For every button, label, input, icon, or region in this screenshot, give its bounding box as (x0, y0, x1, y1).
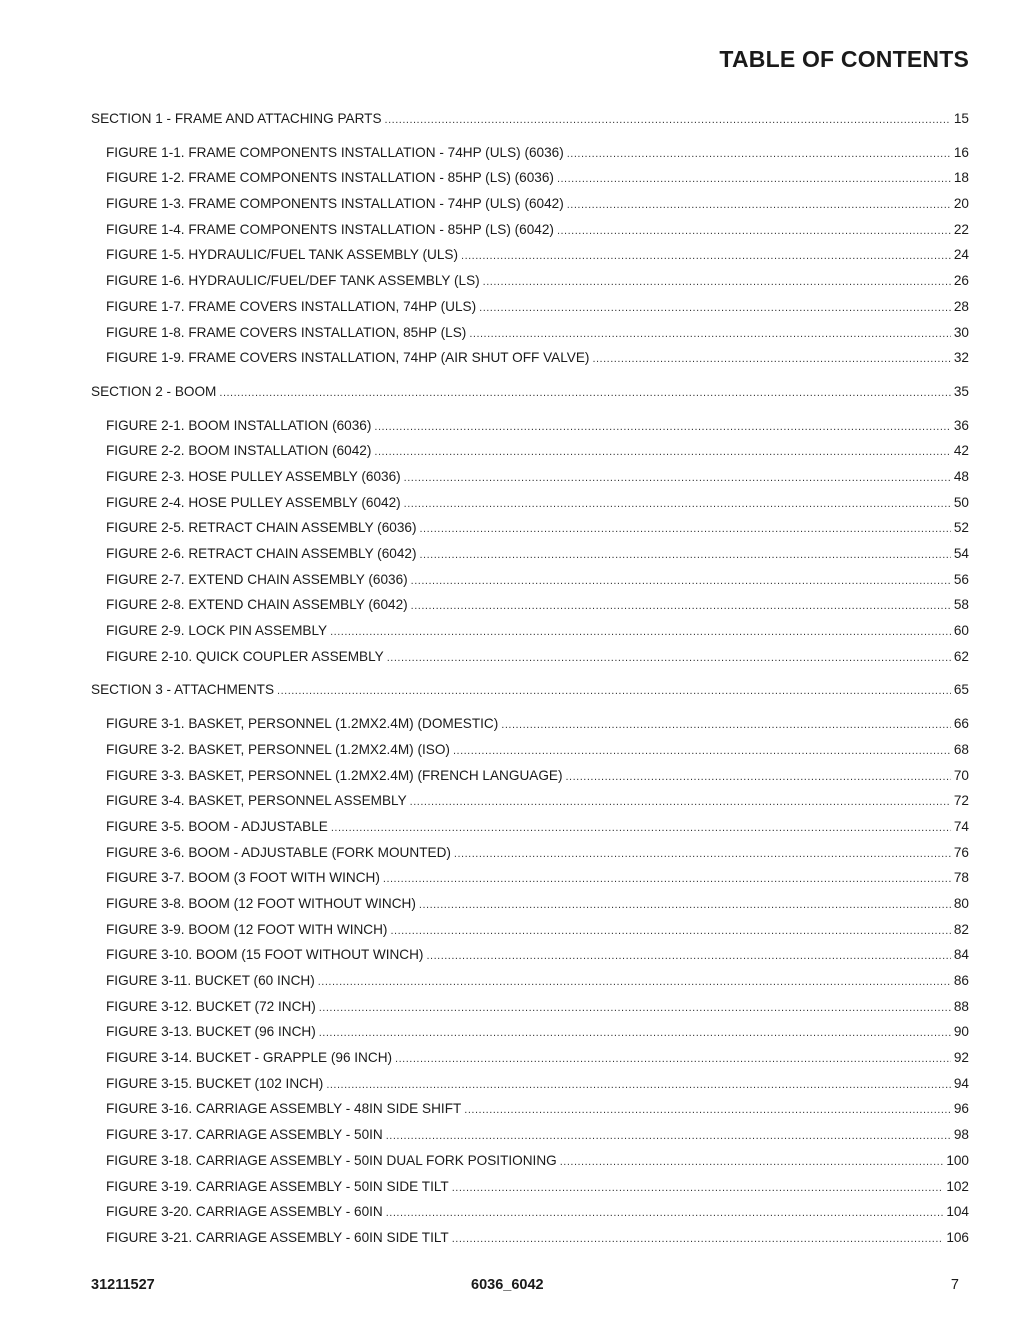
toc-figure-entry[interactable] (91, 567, 969, 593)
figure-page-number: 50 (953, 494, 969, 510)
dot-leader (411, 594, 951, 620)
dot-leader (387, 646, 951, 672)
toc-figure-entry[interactable] (91, 942, 969, 968)
figure-label: FIGURE 3-16. CARRIAGE ASSEMBLY - 48IN SIDE SHIFT (106, 1101, 462, 1117)
dot-leader (426, 944, 950, 970)
dot-leader (479, 296, 951, 322)
figure-page-number: 62 (953, 648, 969, 664)
dot-leader (592, 347, 950, 373)
figure-page-number: 88 (953, 998, 969, 1014)
figure-label: FIGURE 1-1. FRAME COMPONENTS INSTALLATION - 74HP (ULS) (6036) (106, 144, 564, 160)
toc-figure-entry[interactable] (91, 1174, 969, 1200)
dot-leader (404, 466, 951, 492)
figure-page-number: 98 (953, 1127, 969, 1143)
figure-label: FIGURE 2-9. LOCK PIN ASSEMBLY (106, 623, 328, 639)
toc-figure-entry[interactable] (91, 1096, 969, 1122)
dot-leader (404, 492, 951, 518)
figure-label: FIGURE 3-18. CARRIAGE ASSEMBLY - 50IN DUAL FORK POSITIONING (106, 1152, 557, 1168)
toc-figure-entry[interactable] (91, 1019, 969, 1045)
figure-page-number: 74 (953, 818, 969, 834)
dot-leader (374, 415, 950, 441)
toc-figure-entry[interactable] (91, 320, 969, 346)
figure-page-number: 26 (953, 273, 969, 289)
toc-figure-entry[interactable] (91, 242, 969, 268)
figure-label: FIGURE 2-3. HOSE PULLEY ASSEMBLY (6036) (106, 468, 401, 484)
figure-page-number: 60 (953, 623, 969, 639)
figure-page-number: 24 (953, 247, 969, 263)
toc-figure-entry[interactable] (91, 618, 969, 644)
figure-label: FIGURE 3-19. CARRIAGE ASSEMBLY - 50IN SIDE TILT (106, 1178, 449, 1194)
figure-label: FIGURE 3-11. BUCKET (60 INCH) (106, 973, 315, 988)
figure-page-number: 96 (953, 1101, 969, 1117)
figure-label: FIGURE 3-7. BOOM (3 FOOT WITH WINCH) (106, 870, 380, 886)
page-footer (91, 1277, 969, 1297)
dot-leader (557, 219, 951, 245)
figure-page-number: 86 (953, 973, 969, 988)
page-title: TABLE OF CONTENTS (719, 46, 969, 72)
toc-figure-entry[interactable] (91, 1148, 969, 1174)
toc-figure-entry[interactable] (91, 1071, 969, 1097)
figure-page-number: 84 (953, 947, 969, 963)
dot-leader (386, 1201, 944, 1227)
dot-leader (452, 1227, 944, 1253)
figure-page-number: 54 (953, 546, 969, 561)
figure-label: FIGURE 3-14. BUCKET - GRAPPLE (96 INCH) (106, 1050, 393, 1066)
toc-figure-entry[interactable] (91, 968, 969, 994)
figure-label: FIGURE 3-3. BASKET, PERSONNEL (1.2MX2.4M) (FRENCH LANGUAGE) (106, 767, 563, 783)
toc-figure-entry[interactable] (91, 917, 969, 943)
toc-figure-entry[interactable] (91, 737, 969, 763)
figure-page-number: 42 (953, 443, 969, 459)
figure-page-number: 100 (946, 1152, 969, 1168)
section-label: SECTION 1 - FRAME AND ATTACHING PARTS (91, 111, 382, 126)
toc-section-block (91, 379, 969, 670)
toc-figure-entry[interactable] (91, 1122, 969, 1148)
dot-leader (395, 1047, 951, 1073)
dot-leader (386, 1124, 951, 1150)
dot-leader (410, 790, 951, 816)
dot-leader (419, 893, 951, 919)
dot-leader (567, 193, 951, 219)
figure-label: FIGURE 3-17. CARRIAGE ASSEMBLY - 50IN (106, 1127, 383, 1143)
figure-page-number: 56 (953, 571, 969, 587)
dot-leader (326, 1073, 951, 1099)
figure-page-number: 90 (953, 1024, 969, 1040)
figure-label: FIGURE 1-4. FRAME COMPONENTS INSTALLATION - 85HP (LS) (6042) (106, 221, 554, 237)
toc-figure-entry[interactable] (91, 140, 969, 166)
figure-label: FIGURE 1-6. HYDRAULIC/FUEL/DEF TANK ASSEMBLY (LS) (106, 273, 480, 289)
toc-section-entry[interactable] (91, 106, 969, 132)
figure-page-number: 36 (953, 417, 969, 433)
figure-page-number: 82 (953, 921, 969, 937)
figure-label: FIGURE 3-13. BUCKET (96 INCH) (106, 1024, 316, 1040)
section-page-number: 65 (953, 682, 969, 698)
toc-figure-entry[interactable] (91, 711, 969, 737)
dot-leader (419, 517, 950, 543)
figure-label: FIGURE 3-12. BUCKET (72 INCH) (106, 998, 316, 1014)
figure-page-number: 52 (953, 520, 969, 536)
figure-label: FIGURE 3-15. BUCKET (102 INCH) (106, 1075, 324, 1091)
figure-label: FIGURE 1-2. FRAME COMPONENTS INSTALLATION - 85HP (LS) (6036) (106, 170, 554, 186)
section-label: SECTION 2 - BOOM (91, 383, 217, 399)
toc-figure-entry[interactable] (91, 268, 969, 294)
dot-leader (469, 322, 951, 348)
dot-leader (318, 970, 951, 996)
dot-leader (464, 1098, 951, 1124)
figure-label: FIGURE 3-6. BOOM - ADJUSTABLE (FORK MOUNTED) (106, 844, 451, 860)
dot-leader (566, 765, 951, 791)
figure-label: FIGURE 3-21. CARRIAGE ASSEMBLY - 60IN SIDE TILT (106, 1229, 449, 1245)
toc-figure-entry[interactable] (91, 788, 969, 814)
figure-label: FIGURE 2-6. RETRACT CHAIN ASSEMBLY (6042) (106, 546, 417, 561)
figure-label: FIGURE 3-1. BASKET, PERSONNEL (1.2MX2.4M) (DOMESTIC) (106, 716, 499, 732)
dot-leader (557, 167, 951, 193)
dot-leader (374, 440, 950, 466)
toc-section-entry[interactable] (91, 677, 969, 703)
table-of-contents (91, 106, 969, 1259)
toc-figure-entry[interactable] (91, 541, 969, 567)
section-label: SECTION 3 - ATTACHMENTS (91, 682, 275, 698)
figure-label: FIGURE 3-20. CARRIAGE ASSEMBLY - 60IN (106, 1204, 383, 1220)
toc-figure-entry[interactable] (91, 865, 969, 891)
figure-label: FIGURE 2-2. BOOM INSTALLATION (6042) (106, 443, 372, 459)
toc-figure-entry[interactable] (91, 165, 969, 191)
figure-page-number: 20 (953, 196, 969, 212)
dot-leader (453, 739, 951, 765)
toc-figure-entry[interactable] (91, 294, 969, 320)
toc-figure-entry[interactable] (91, 994, 969, 1020)
toc-figure-entry[interactable] (91, 1045, 969, 1071)
figure-label: FIGURE 1-7. FRAME COVERS INSTALLATION, 74HP (ULS) (106, 298, 477, 314)
dot-leader (461, 244, 951, 270)
toc-figure-entry[interactable] (91, 413, 969, 439)
figure-label: FIGURE 1-5. HYDRAULIC/FUEL TANK ASSEMBLY (ULS) (106, 247, 459, 263)
section-page-number: 35 (953, 383, 969, 399)
toc-section-block (91, 677, 969, 1250)
figure-page-number: 106 (946, 1229, 969, 1245)
figure-label: FIGURE 2-8. EXTEND CHAIN ASSEMBLY (6042) (106, 597, 408, 613)
toc-figure-entry[interactable] (91, 490, 969, 516)
toc-figure-entry[interactable] (91, 840, 969, 866)
toc-figure-entry[interactable] (91, 592, 969, 618)
figure-page-number: 68 (953, 741, 969, 757)
figure-page-number: 80 (953, 895, 969, 911)
dot-leader (319, 1021, 951, 1047)
figure-page-number: 30 (953, 324, 969, 340)
figure-page-number: 18 (953, 170, 969, 186)
dot-leader (452, 1176, 944, 1202)
dot-leader (454, 842, 951, 868)
toc-figure-entry[interactable] (91, 345, 969, 371)
figure-page-number: 104 (946, 1204, 969, 1220)
toc-section-block (91, 106, 969, 371)
figure-label: FIGURE 2-5. RETRACT CHAIN ASSEMBLY (6036) (106, 520, 417, 536)
figure-label: FIGURE 3-9. BOOM (12 FOOT WITH WINCH) (106, 921, 388, 937)
figure-page-number: 78 (953, 870, 969, 886)
toc-figure-entry[interactable] (91, 644, 969, 670)
dot-leader (390, 919, 950, 945)
footer-model: 6036_6042 (471, 1277, 544, 1293)
dot-leader (385, 108, 951, 134)
figure-label: FIGURE 1-8. FRAME COVERS INSTALLATION, 85HP (LS) (106, 324, 467, 340)
figure-label: FIGURE 3-10. BOOM (15 FOOT WITHOUT WINCH) (106, 947, 424, 963)
figure-page-number: 70 (953, 767, 969, 783)
footer-part-number: 31211527 (91, 1277, 155, 1293)
figure-label: FIGURE 3-8. BOOM (12 FOOT WITHOUT WINCH) (106, 895, 416, 911)
figure-label: FIGURE 3-5. BOOM - ADJUSTABLE (106, 818, 328, 834)
dot-leader (319, 996, 951, 1022)
figure-page-number: 22 (953, 221, 969, 237)
toc-figure-entry[interactable] (91, 438, 969, 464)
section-page-number: 15 (953, 111, 969, 126)
toc-figure-entry[interactable] (91, 515, 969, 541)
dot-leader (383, 867, 951, 893)
figure-label: FIGURE 3-2. BASKET, PERSONNEL (1.2MX2.4M) (ISO) (106, 741, 450, 757)
figure-page-number: 72 (953, 793, 969, 809)
dot-leader (501, 713, 951, 739)
toc-figure-entry[interactable] (91, 1199, 969, 1225)
figure-page-number: 94 (953, 1075, 969, 1091)
figure-label: FIGURE 2-4. HOSE PULLEY ASSEMBLY (6042) (106, 494, 401, 510)
figure-page-number: 28 (953, 298, 969, 314)
figure-page-number: 102 (946, 1178, 969, 1194)
toc-section-entry[interactable] (91, 379, 969, 405)
figure-page-number: 16 (953, 144, 969, 160)
figure-label: FIGURE 2-10. QUICK COUPLER ASSEMBLY (106, 648, 384, 664)
figure-page-number: 76 (953, 844, 969, 860)
dot-leader (277, 679, 951, 705)
figure-label: FIGURE 2-1. BOOM INSTALLATION (6036) (106, 417, 372, 433)
figure-page-number: 32 (953, 350, 969, 366)
dot-leader (411, 569, 951, 595)
figure-label: FIGURE 1-3. FRAME COMPONENTS INSTALLATION - 74HP (ULS) (6042) (106, 196, 564, 212)
dot-leader (330, 620, 951, 646)
dot-leader (567, 142, 951, 168)
toc-figure-entry[interactable] (91, 814, 969, 840)
footer-page-number: 7 (950, 1277, 959, 1293)
figure-page-number: 66 (953, 716, 969, 732)
figure-page-number: 92 (953, 1050, 969, 1066)
toc-figure-entry[interactable] (91, 1225, 969, 1251)
figure-label: FIGURE 1-9. FRAME COVERS INSTALLATION, 74HP (AIR SHUT OFF VALVE) (106, 350, 590, 366)
figure-label: FIGURE 2-7. EXTEND CHAIN ASSEMBLY (6036) (106, 571, 408, 587)
figure-label: FIGURE 3-4. BASKET, PERSONNEL ASSEMBLY (106, 793, 407, 809)
dot-leader (419, 543, 950, 569)
dot-leader (560, 1150, 944, 1176)
toc-figure-entry[interactable] (91, 191, 969, 217)
toc-figure-entry[interactable] (91, 891, 969, 917)
figure-page-number: 48 (953, 468, 969, 484)
figure-page-number: 58 (953, 597, 969, 613)
dot-leader (331, 816, 951, 842)
dot-leader (219, 381, 950, 407)
toc-figure-entry[interactable] (91, 217, 969, 243)
toc-figure-entry[interactable] (91, 763, 969, 789)
toc-figure-entry[interactable] (91, 464, 969, 490)
dot-leader (483, 270, 951, 296)
